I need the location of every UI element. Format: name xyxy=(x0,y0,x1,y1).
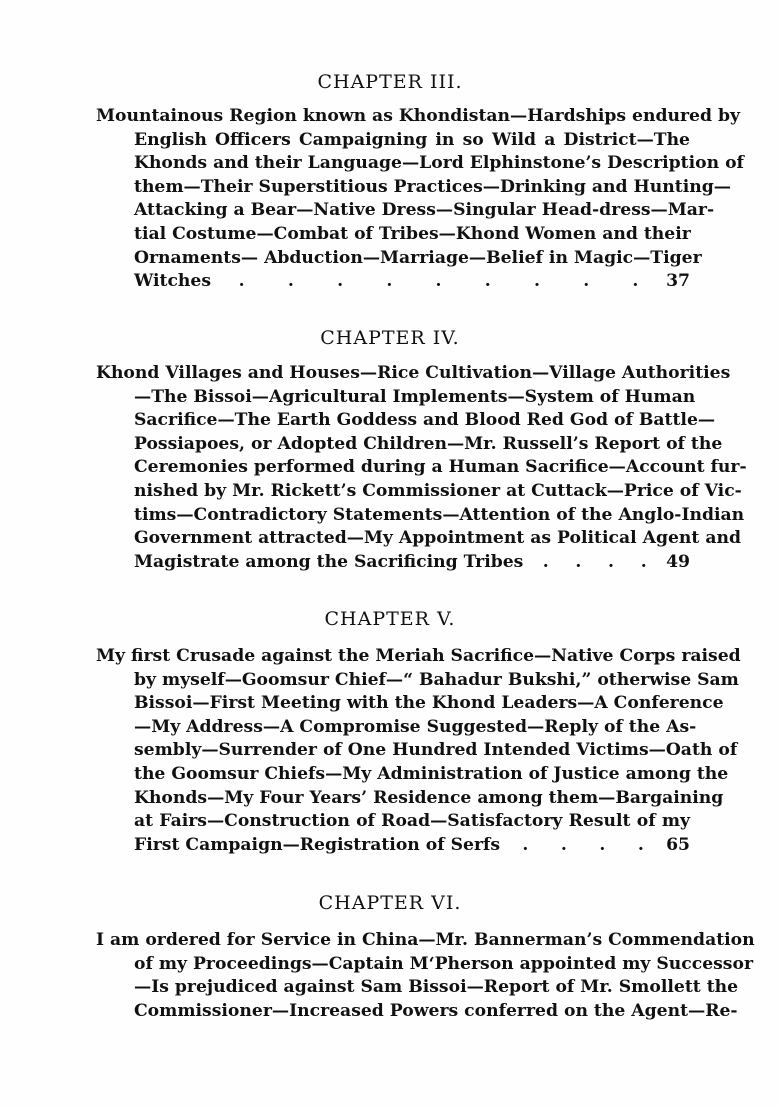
synopsis-line: at Fairs—Construction of Road—Satisfactory Result of my xyxy=(134,811,690,832)
chapter-heading-vi: CHAPTER VI. xyxy=(318,892,462,914)
chapter-heading-iii: CHAPTER III. xyxy=(317,71,463,93)
chapter-synopsis-vi xyxy=(96,929,755,1023)
synopsis-line: Mountainous Region known as Khondistan—Hardships endured by xyxy=(96,106,741,126)
chapter-heading-iv: CHAPTER IV. xyxy=(320,327,460,349)
synopsis-line-text: Witches xyxy=(134,271,212,292)
synopsis-line: I am ordered for Service in China—Mr. Bannerman’s Commendation xyxy=(96,930,755,950)
dot-leader: . . . . . . . . . xyxy=(238,271,639,292)
synopsis-line: tims—Contradictory Statements—Attention of the Anglo-Indian xyxy=(134,504,745,525)
dot-leader: . . . . xyxy=(542,551,647,572)
synopsis-line-text: First Campaign—Registration of Serfs xyxy=(134,834,501,855)
synopsis-line: of my Proceedings—Captain M‘Pherson appointed my Successor xyxy=(134,953,754,974)
synopsis-line: by myself—Goomsur Chief—“ Bahadur Bukshi,” otherwise Sam xyxy=(134,669,739,690)
page-number: 49 xyxy=(666,551,690,572)
chapter-synopsis-iii xyxy=(96,105,744,294)
synopsis-line: English Officers Campaigning in so Wild a District—The xyxy=(134,129,690,150)
synopsis-line: —Is prejudiced against Sam Bissoi—Report of Mr. Smollett the xyxy=(134,977,739,998)
synopsis-line: Khonds and their Language—Lord Elphinstone’s Description of xyxy=(134,153,744,174)
synopsis-line: Khond Villages and Houses—Rice Cultivation—Village Authorities xyxy=(96,363,731,383)
synopsis-line: Government attracted—My Appointment as Political Agent and xyxy=(134,528,741,549)
synopsis-line-text: Magistrate among the Sacrificing Tribes xyxy=(134,551,524,572)
synopsis-line: Possiapoes, or Adopted Children—Mr. Russell’s Report of the xyxy=(134,433,723,454)
synopsis-line: sembly—Surrender of One Hundred Intended Victims—Oath of xyxy=(134,740,738,761)
page-number: 37 xyxy=(666,271,690,292)
synopsis-line: Bissoi—First Meeting with the Khond Leaders—A Conference xyxy=(134,693,724,714)
synopsis-line: My first Crusade against the Meriah Sacrifice—Native Corps raised xyxy=(96,646,741,666)
chapter-synopsis-v xyxy=(96,645,741,857)
page-number: 65 xyxy=(666,834,690,855)
synopsis-last-line xyxy=(134,270,690,294)
synopsis-last-line xyxy=(134,834,690,858)
chapter-synopsis-iv xyxy=(96,362,747,574)
synopsis-line: tial Costume—Combat of Tribes—Khond Women and their xyxy=(134,223,691,244)
synopsis-line: the Goomsur Chiefs—My Administration of Justice among the xyxy=(134,763,729,784)
synopsis-last-line xyxy=(134,551,690,575)
synopsis-line: Ceremonies performed during a Human Sacrifice—Account fur- xyxy=(134,457,747,478)
synopsis-line: Commissioner—Increased Powers conferred on the Agent—Re- xyxy=(134,1000,738,1021)
synopsis-line: Khonds—My Four Years’ Residence among them—Bargaining xyxy=(134,787,724,808)
synopsis-line: —The Bissoi—Agricultural Implements—System of Human xyxy=(134,386,696,407)
dot-leader: . . . . xyxy=(522,834,644,855)
synopsis-line: Attacking a Bear—Native Dress—Singular Head-dress—Mar- xyxy=(134,200,715,221)
synopsis-line: —My Address—A Compromise Suggested—Reply of the As- xyxy=(134,716,697,737)
synopsis-line: Ornaments— Abduction—Marriage—Belief in Magic—Tiger xyxy=(134,247,702,268)
chapter-heading-v: CHAPTER V. xyxy=(324,608,456,630)
synopsis-line: Sacrifice—The Earth Goddess and Blood Red God of Battle— xyxy=(134,410,716,431)
synopsis-line: nished by Mr. Rickett’s Commissioner at Cuttack—Price of Vic- xyxy=(134,480,742,501)
synopsis-line: them—Their Superstitious Practices—Drinking and Hunting— xyxy=(134,176,731,197)
